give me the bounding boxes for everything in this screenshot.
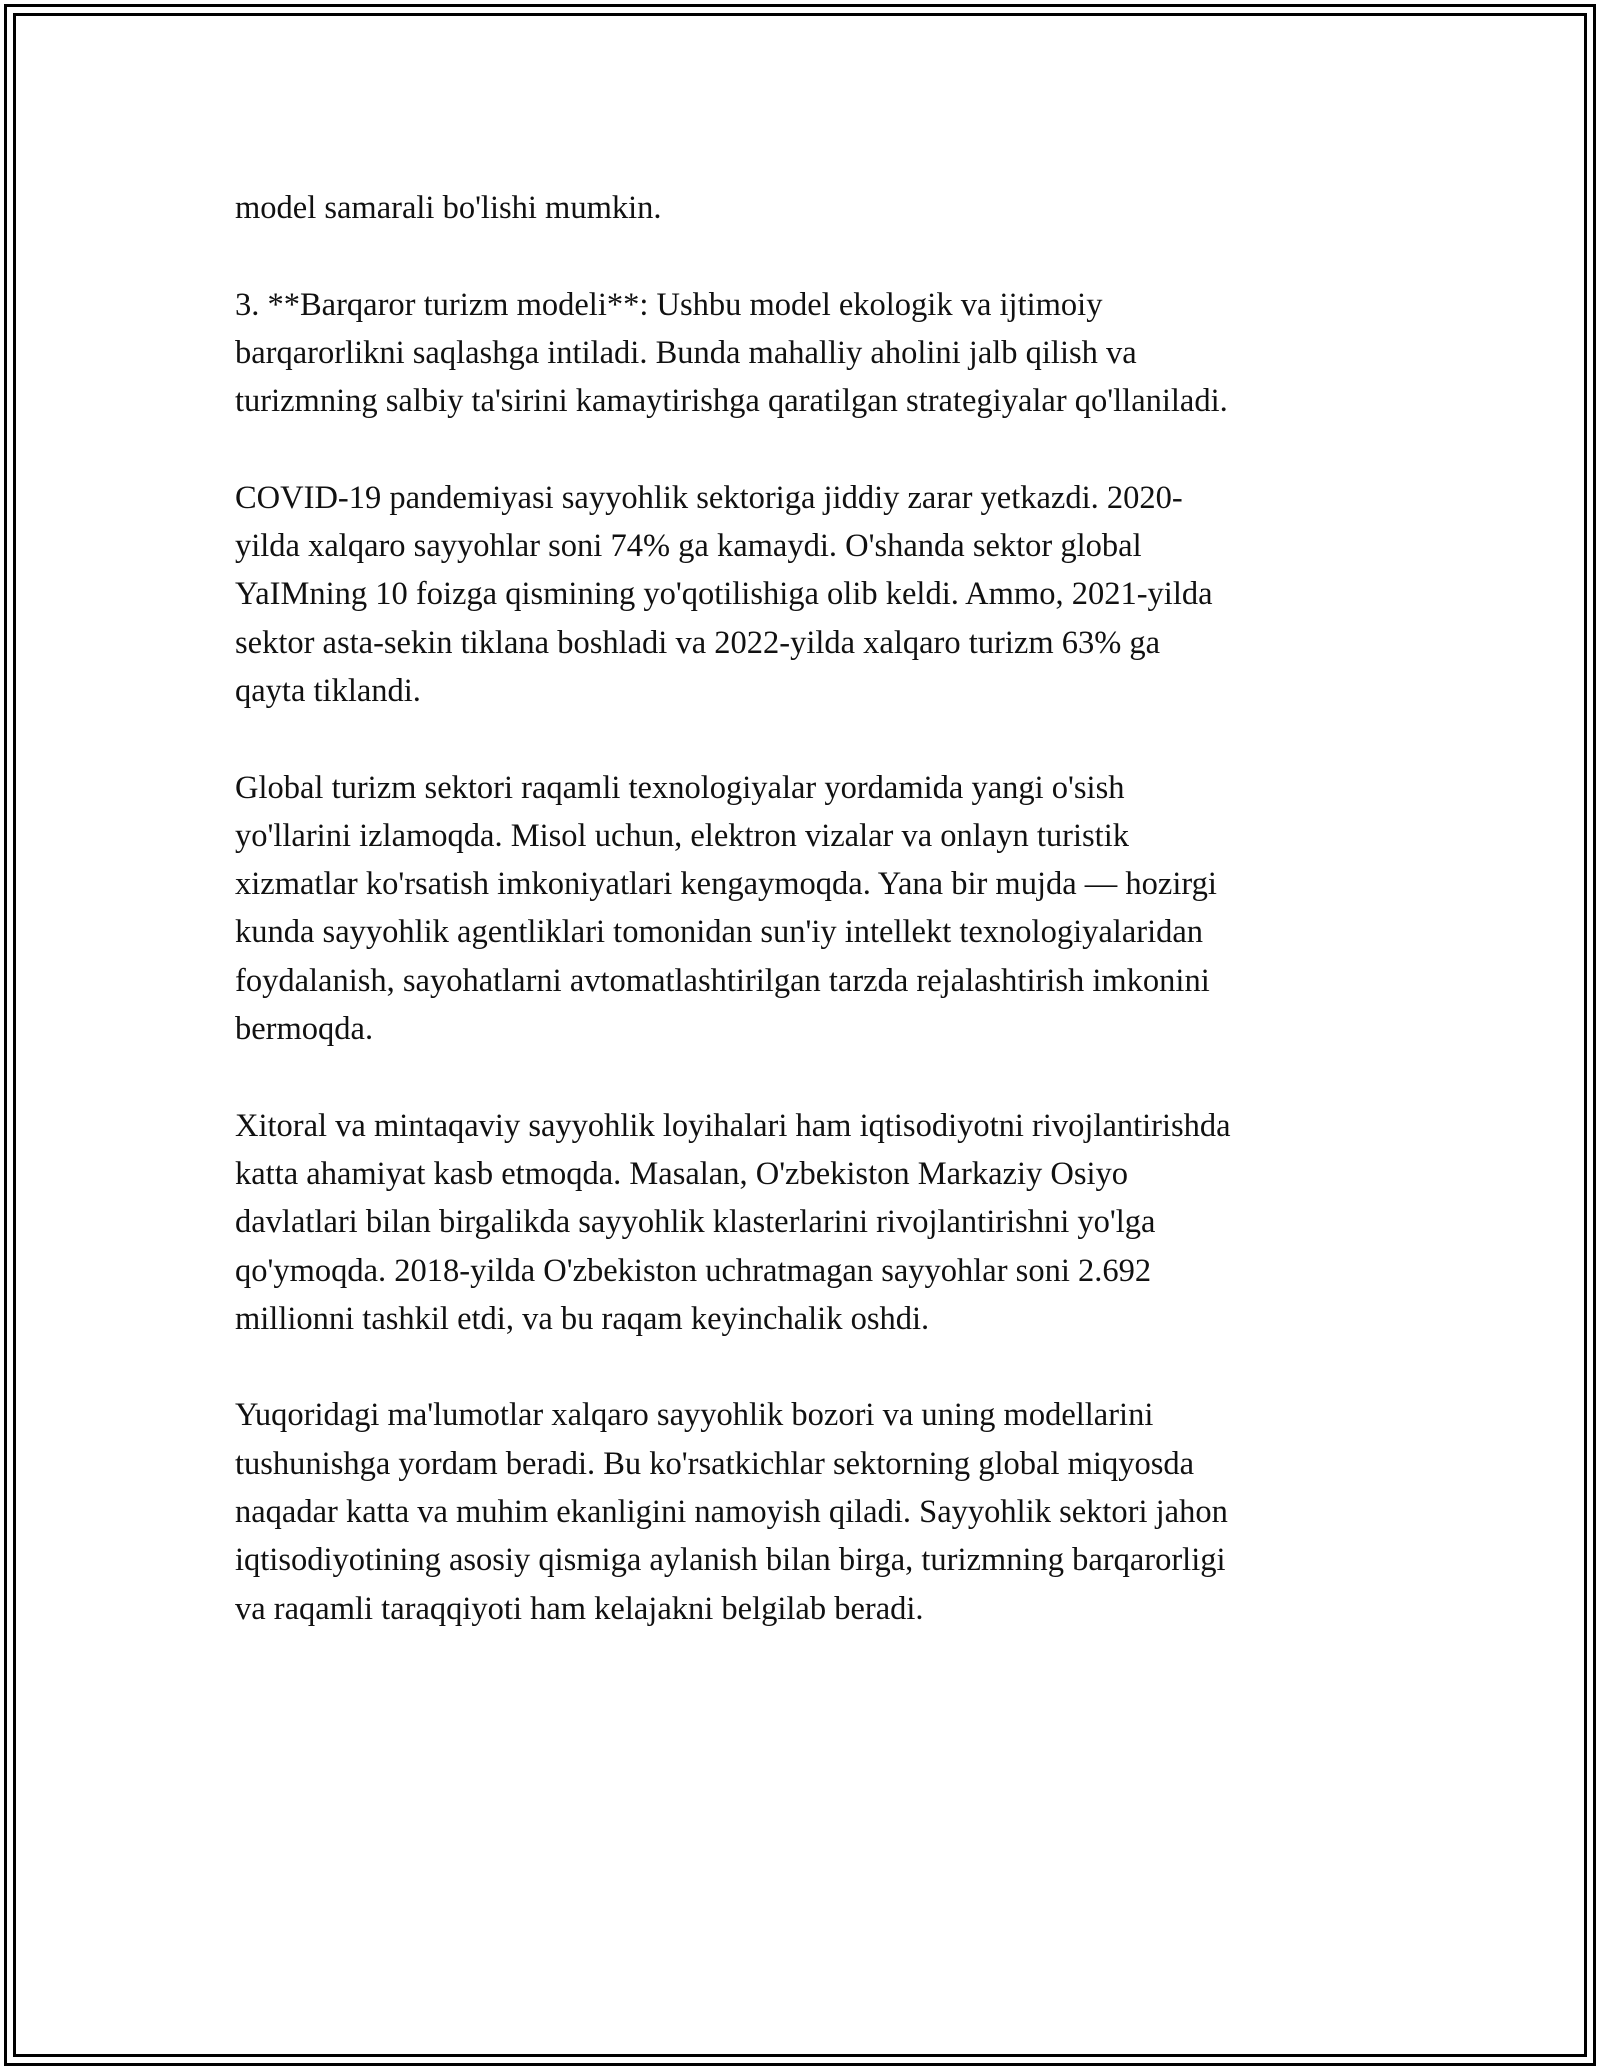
paragraph-regional-projects: Xitoral va mintaqaviy sayyohlik loyihalari ham iqtisodiyotni rivojlantirishda katta ahamiyat kasb etmoqda. Masalan, O'zbekiston Markaziy Osiyo davlatlari bilan birgalikda sayyohlik klasterlarini rivojlantirishni yo'lga qo'ymoqda. 2018-yilda O'zbekiston uchratmagan sayyohlar soni 2.692 millionni tashkil etdi, va bu raqam keyinchalik oshdi. (235, 1107, 1231, 1337)
paragraph-covid-impact: COVID-19 pandemiyasi sayyohlik sektoriga jiddiy zarar yetkazdi. 2020- yilda xalqaro sayyohlar soni 74% ga kamaydi. O'shanda sektor global YaIMning 10 foizga qismining yo'qotilishiga olib keldi. Ammo, 2021-yilda sektor asta-sekin tiklana boshladi va 2022-yilda xalqaro turizm 63% ga qayta tiklandi. (235, 479, 1213, 709)
paragraph-conclusion: Yuqoridagi ma'lumotlar xalqaro sayyohlik bozori va uning modellarini tushunishga yordam beradi. Bu ko'rsatkichlar sektorning global miqyosda naqadar katta va muhim ekanligini namoyish qiladi. Sayyohlik sektori jahon iqtisodiyotining asosiy qismiga aylanish bilan birga, turizmning barqarorligi va raqamli taraqqiyoti ham kelajakni belgilab beradi. (235, 1397, 1228, 1627)
document-body (235, 184, 1365, 1681)
paragraph-continuation: model samarali bo'lishi mumkin. (235, 190, 662, 226)
paragraph-digital-technologies: Global turizm sektori raqamli texnologiyalar yordamida yangi o'sish yo'llarini izlamoqda. Misol uchun, elektron vizalar va onlayn turistik xizmatlar ko'rsatish imkoniyatlari kengaymoqda. Yana bir mujda — hozirgi kunda sayyohlik agentliklari tomonidan sun'iy intellekt texnologiyalaridan foydalanish, sayohatlarni avtomatlashtirilgan tarzda rejalashtirish imkonini bermoqda. (235, 769, 1217, 1048)
paragraph-sustainable-tourism-model: 3. **Barqaror turizm modeli**: Ushbu model ekologik va ijtimoiy barqarorlikni saqlashga intiladi. Bunda mahalliy aholini jalb qilish va turizmning salbiy ta'sirini kamaytirishga qaratilgan strategiyalar qo'llaniladi. (235, 286, 1228, 420)
